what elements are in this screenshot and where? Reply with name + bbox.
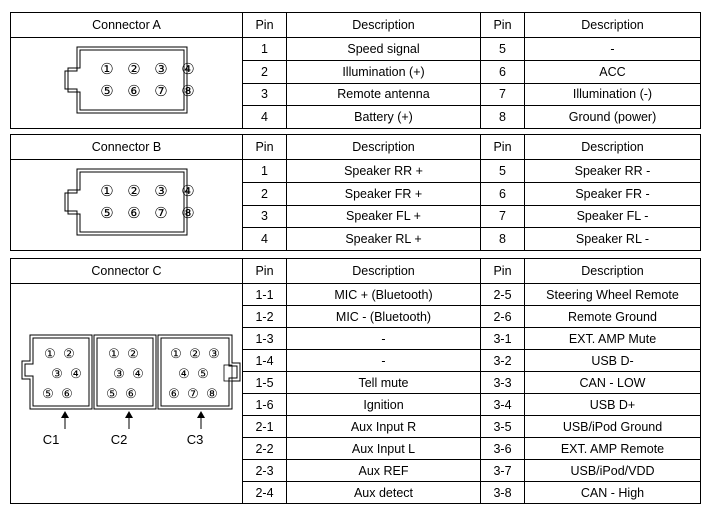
- pin-number-icon: ⑥: [60, 385, 73, 401]
- table-cell: Ground (power): [525, 106, 701, 129]
- pin-header: Pin: [481, 259, 525, 284]
- table-cell: CAN - LOW: [525, 372, 701, 394]
- table-cell: 2-5: [481, 284, 525, 306]
- pin-number-icon: ⑦: [186, 385, 199, 401]
- table-cell: 1-1: [243, 284, 287, 306]
- c2-label: C2: [110, 431, 127, 447]
- pin-number-icon: ⑤: [41, 385, 54, 401]
- arrow-up-icon: [125, 411, 133, 429]
- table-cell: Speaker FR -: [525, 182, 701, 205]
- pin-header: Pin: [481, 13, 525, 38]
- pin-number-icon: ④: [69, 365, 82, 381]
- table-cell: Illumination (+): [287, 60, 481, 83]
- table-cell: Remote antenna: [287, 83, 481, 106]
- table-cell: USB/iPod/VDD: [525, 460, 701, 482]
- pin-number-icon: ⑥: [126, 83, 141, 100]
- table-cell: 7: [481, 83, 525, 106]
- description-header: Description: [525, 13, 701, 38]
- table-cell: Speed signal: [287, 38, 481, 61]
- table-cell: 4: [243, 228, 287, 251]
- table-cell: EXT. AMP Mute: [525, 328, 701, 350]
- pin-number-icon: ②: [62, 345, 75, 361]
- table-cell: EXT. AMP Remote: [525, 438, 701, 460]
- table-cell: -: [287, 350, 481, 372]
- table-cell: Speaker FL -: [525, 205, 701, 228]
- connector-a-diagram: [11, 38, 243, 129]
- table-cell: Speaker RR -: [525, 160, 701, 183]
- pin-number-icon: ⑦: [153, 83, 168, 100]
- table-cell: 2-1: [243, 416, 287, 438]
- description-header: Description: [287, 135, 481, 160]
- pin-number-icon: ①: [99, 61, 114, 78]
- table-cell: 3-1: [481, 328, 525, 350]
- pin-number-icon: ③: [153, 61, 168, 78]
- table-cell: Speaker RL -: [525, 228, 701, 251]
- pin-number-icon: ②: [126, 183, 141, 200]
- table-cell: Tell mute: [287, 372, 481, 394]
- connector-c-title: Connector C: [11, 259, 243, 284]
- table-cell: ACC: [525, 60, 701, 83]
- table-cell: 2-6: [481, 306, 525, 328]
- table-cell: Battery (+): [287, 106, 481, 129]
- pin-number-icon: ③: [50, 365, 63, 381]
- connector-b-diagram: [11, 160, 243, 251]
- pin-number-icon: ⑥: [126, 205, 141, 222]
- table-cell: 1: [243, 160, 287, 183]
- table-cell: 1-5: [243, 372, 287, 394]
- connector-a-table: [10, 12, 701, 129]
- pin-header: Pin: [243, 13, 287, 38]
- pin-header: Pin: [481, 135, 525, 160]
- pin-number-icon: ④: [177, 365, 190, 381]
- pin-number-icon: ⑥: [124, 385, 137, 401]
- pin-number-icon: ⑥: [167, 385, 180, 401]
- table-cell: 4: [243, 106, 287, 129]
- connector-b-title: Connector B: [11, 135, 243, 160]
- pin-number-icon: ④: [180, 183, 195, 200]
- table-cell: 3-7: [481, 460, 525, 482]
- description-header: Description: [525, 135, 701, 160]
- table-cell: 2-4: [243, 482, 287, 504]
- table-cell: Aux detect: [287, 482, 481, 504]
- table-cell: Aux Input L: [287, 438, 481, 460]
- table-cell: 3-8: [481, 482, 525, 504]
- table-cell: Remote Ground: [525, 306, 701, 328]
- table-cell: -: [525, 38, 701, 61]
- table-cell: 7: [481, 205, 525, 228]
- table-cell: Speaker FL +: [287, 205, 481, 228]
- table-cell: Aux REF: [287, 460, 481, 482]
- pin-number-icon: ⑧: [180, 205, 195, 222]
- pin-number-icon: ②: [126, 61, 141, 78]
- table-cell: CAN - High: [525, 482, 701, 504]
- table-cell: 2-2: [243, 438, 287, 460]
- pin-header: Pin: [243, 259, 287, 284]
- table-cell: 3: [243, 83, 287, 106]
- pin-number-icon: ①: [107, 345, 120, 361]
- table-cell: Speaker FR +: [287, 182, 481, 205]
- description-header: Description: [287, 13, 481, 38]
- pin-number-icon: ③: [153, 183, 168, 200]
- arrow-up-icon: [61, 411, 69, 429]
- table-cell: Speaker RR +: [287, 160, 481, 183]
- table-cell: Aux Input R: [287, 416, 481, 438]
- table-cell: 1-3: [243, 328, 287, 350]
- table-cell: USB D+: [525, 394, 701, 416]
- table-cell: 5: [481, 160, 525, 183]
- pin-number-icon: ⑧: [205, 385, 218, 401]
- connector-c-diagram: [11, 284, 243, 504]
- table-cell: 2: [243, 182, 287, 205]
- table-cell: 2: [243, 60, 287, 83]
- connector-a-plug-icon: [12, 38, 242, 122]
- table-cell: 3-6: [481, 438, 525, 460]
- connector-c-plug-icon: [12, 287, 242, 495]
- table-cell: 3-4: [481, 394, 525, 416]
- table-cell: -: [287, 328, 481, 350]
- table-cell: 6: [481, 182, 525, 205]
- table-cell: Steering Wheel Remote: [525, 284, 701, 306]
- pin-number-icon: ③: [112, 365, 125, 381]
- table-cell: 5: [481, 38, 525, 61]
- table-cell: 1-4: [243, 350, 287, 372]
- pin-number-icon: ⑤: [99, 83, 114, 100]
- table-cell: Ignition: [287, 394, 481, 416]
- pin-number-icon: ②: [126, 345, 139, 361]
- table-cell: 1-6: [243, 394, 287, 416]
- table-cell: 3: [243, 205, 287, 228]
- description-header: Description: [287, 259, 481, 284]
- c3-label: C3: [186, 431, 203, 447]
- connector-a-title: Connector A: [11, 13, 243, 38]
- table-cell: 1: [243, 38, 287, 61]
- pin-header: Pin: [243, 135, 287, 160]
- table-cell: MIC + (Bluetooth): [287, 284, 481, 306]
- table-cell: 3-5: [481, 416, 525, 438]
- connector-b-table: [10, 134, 701, 251]
- pin-number-icon: ⑤: [99, 205, 114, 222]
- pin-number-icon: ⑤: [196, 365, 209, 381]
- table-cell: 3-3: [481, 372, 525, 394]
- table-cell: 6: [481, 60, 525, 83]
- table-cell: 3-2: [481, 350, 525, 372]
- pin-number-icon: ④: [180, 61, 195, 78]
- pin-number-icon: ②: [188, 345, 201, 361]
- c1-label: C1: [42, 431, 59, 447]
- connector-c-table: [10, 258, 701, 504]
- pin-number-icon: ①: [99, 183, 114, 200]
- table-cell: 1-2: [243, 306, 287, 328]
- connector-b-plug-icon: [12, 160, 242, 244]
- arrow-up-icon: [197, 411, 205, 429]
- pin-number-icon: ⑧: [180, 83, 195, 100]
- pin-number-icon: ④: [131, 365, 144, 381]
- table-cell: 2-3: [243, 460, 287, 482]
- pin-number-icon: ⑦: [153, 205, 168, 222]
- description-header: Description: [525, 259, 701, 284]
- pin-number-icon: ①: [169, 345, 182, 361]
- table-cell: 8: [481, 228, 525, 251]
- table-cell: Illumination (-): [525, 83, 701, 106]
- pin-number-icon: ①: [43, 345, 56, 361]
- pin-number-icon: ⑤: [105, 385, 118, 401]
- table-cell: USB D-: [525, 350, 701, 372]
- pin-number-icon: ③: [207, 345, 220, 361]
- table-cell: 8: [481, 106, 525, 129]
- table-cell: USB/iPod Ground: [525, 416, 701, 438]
- table-cell: MIC - (Bluetooth): [287, 306, 481, 328]
- table-cell: Speaker RL +: [287, 228, 481, 251]
